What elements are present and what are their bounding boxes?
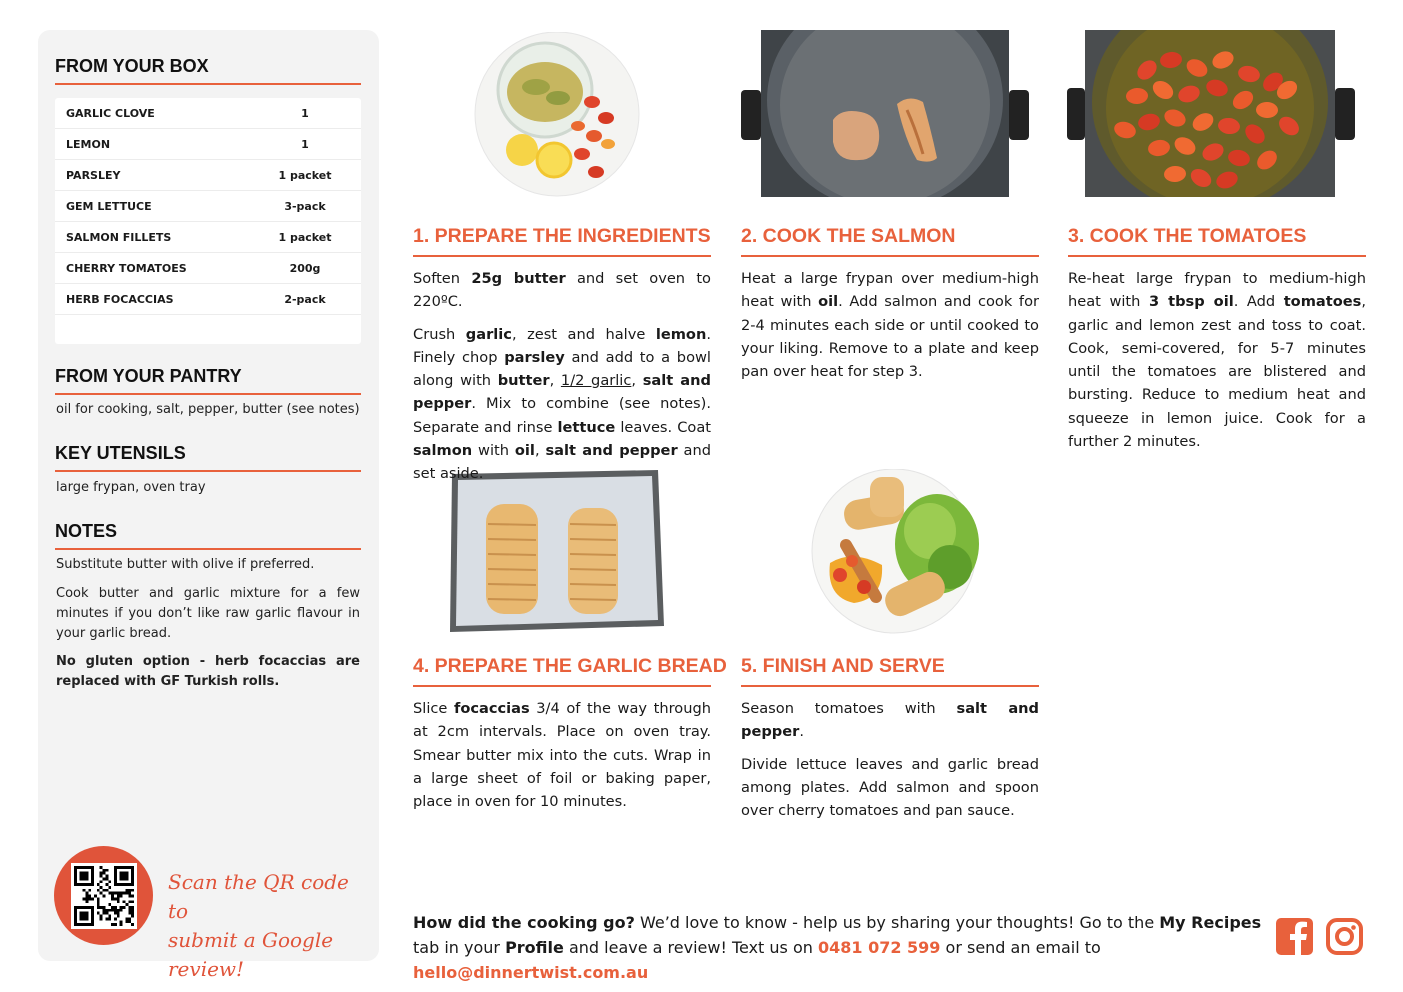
facebook-icon[interactable] <box>1276 918 1313 955</box>
box-item-name: SALMON FILLETS <box>66 230 172 244</box>
footer-text-segment: How did the cooking go? <box>413 913 635 932</box>
step-2-image <box>741 30 1029 197</box>
footer-text-segment: Profile <box>505 938 564 957</box>
qr-code-badge[interactable] <box>54 846 153 945</box>
step-paragraph <box>413 323 711 486</box>
step-text-segment: . Mix to combine (see notes). Separate and rinse <box>413 395 711 436</box>
box-item-name: CHERRY TOMATOES <box>66 261 187 275</box>
step-5-body <box>741 697 1039 831</box>
box-item-row <box>55 191 361 222</box>
box-item-name: HERB FOCACCIAS <box>66 292 174 306</box>
step-text-segment: 3/4 of the way through at 2cm intervals. Place on oven tray. Smear butter mix into the cuts. Wrap in a large sheet of foil or baking paper, place in oven for 10 minutes. <box>413 700 711 811</box>
footer-review-text <box>413 910 1263 985</box>
step-text-segment: . Add salmon and cook for 2-4 minutes each side or until cooked to your liking. Remove to a plate and keep pan over heat for step 3. <box>741 293 1039 381</box>
step-2-title: 2. COOK THE SALMON <box>741 225 1039 257</box>
step-text-segment: lemon <box>655 325 707 343</box>
qr-code[interactable] <box>71 863 137 929</box>
step-text-segment: oil <box>818 293 839 311</box>
box-item-qty: 1 <box>301 137 309 151</box>
step-text-segment: focaccias <box>453 700 530 717</box>
step-text-segment: parsley <box>504 348 565 366</box>
notes-title: NOTES <box>55 521 361 550</box>
box-item-row <box>55 160 361 191</box>
step-text-segment: Re-heat large frypan to medium-high heat with <box>1068 270 1366 311</box>
step-text-segment: with <box>472 442 515 460</box>
box-item-qty: 3-pack <box>284 199 326 213</box>
box-item-qty: 2-pack <box>284 292 326 306</box>
note-1: Substitute butter with olive if preferred. <box>56 557 315 572</box>
box-item-row <box>55 129 361 160</box>
step-5-image <box>802 469 987 634</box>
step-3-body <box>1068 267 1366 462</box>
step-text-segment: Soften <box>413 270 472 287</box>
box-item-name: PARSLEY <box>66 168 121 182</box>
step-text-segment: 25g butter <box>471 270 566 287</box>
step-text-segment: . Finely chop <box>413 325 711 366</box>
step-2-body <box>741 267 1039 392</box>
step-text-segment: oil <box>514 442 535 460</box>
box-item-qty: 1 packet <box>278 168 332 182</box>
footer-text-segment: and leave a review! Text us on <box>563 938 818 957</box>
footer-text-segment[interactable]: hello@dinnertwist.com.au <box>413 963 649 982</box>
step-text-segment: salmon <box>413 442 473 460</box>
footer-text-segment[interactable]: 0481 072 599 <box>817 938 941 957</box>
footer-text-segment: We’d love to know - help us by sharing your thoughts! Go to the <box>634 913 1160 932</box>
footer-text-segment: My Recipes <box>1159 913 1262 932</box>
step-text-segment: salt and pepper <box>741 700 1040 741</box>
footer-text-segment: tab in your <box>413 938 506 957</box>
qr-caption <box>168 868 368 984</box>
box-item-row <box>55 222 361 253</box>
step-text-segment: leaves. Coat <box>615 418 711 436</box>
step-5-title: 5. FINISH AND SERVE <box>741 655 1039 687</box>
step-text-segment: and add to a bowl along with <box>413 348 711 390</box>
step-text-segment: and set oven to 220ºC. <box>413 270 711 311</box>
step-text-segment: lettuce <box>557 418 616 436</box>
step-text-segment: Crush <box>413 325 466 343</box>
step-paragraph <box>413 267 711 314</box>
step-text-segment: and set aside. <box>413 442 711 483</box>
step-paragraph <box>1068 267 1366 453</box>
box-item-qty: 200g <box>289 261 321 275</box>
box-item-name: GEM LETTUCE <box>66 199 152 213</box>
instagram-icon[interactable] <box>1326 918 1363 955</box>
box-ingredients-table <box>55 98 361 344</box>
step-4-title: 4. PREPARE THE GARLIC BREAD <box>413 655 711 687</box>
from-your-box-title: FROM YOUR BOX <box>55 56 361 85</box>
step-1-image <box>470 32 645 197</box>
step-text-segment: , <box>534 442 546 460</box>
utensils-text: large frypan, oven tray <box>56 480 206 495</box>
step-4-body <box>413 697 711 822</box>
qr-code-image <box>74 866 134 926</box>
note-3: No gluten option - herb focaccias are replaced with GF Turkish rolls. <box>56 654 360 689</box>
step-text-segment: , <box>631 372 643 390</box>
step-3-title: 3. COOK THE TOMATOES <box>1068 225 1366 257</box>
step-1-body <box>413 267 711 495</box>
box-item-name: GARLIC CLOVE <box>66 106 155 120</box>
step-paragraph <box>413 697 711 813</box>
sidebar <box>38 30 379 981</box>
box-item-row <box>55 98 361 129</box>
step-text-segment: . <box>799 723 804 741</box>
from-your-pantry-title: FROM YOUR PANTRY <box>55 366 361 395</box>
footer-text-segment: or send an email to <box>940 938 1101 957</box>
box-item-name: LEMON <box>66 137 111 151</box>
qr-caption-line-1: Scan the QR code to <box>168 870 349 923</box>
step-text-segment: salt and pepper <box>413 372 711 413</box>
key-utensils-title: KEY UTENSILS <box>55 443 361 472</box>
step-3-image <box>1067 30 1355 197</box>
box-item-row <box>55 284 361 315</box>
step-text-segment: , <box>549 372 561 390</box>
box-item-qty: 1 packet <box>278 230 332 244</box>
qr-caption-line-2: submit a Google review! <box>168 928 334 981</box>
box-item-qty: 1 <box>301 106 309 120</box>
step-text-segment: garlic <box>465 325 512 343</box>
step-text-segment: Divide lettuce leaves and garlic bread among plates. Add salmon and spoon over cherry tomatoes and pan sauce. <box>741 755 1039 820</box>
step-text-segment: butter <box>497 372 550 390</box>
step-text-segment: Slice <box>413 700 454 717</box>
step-text-segment: . Add <box>1233 293 1284 311</box>
step-paragraph <box>741 697 1039 744</box>
step-text-segment: , garlic and lemon zest and toss to coat. Cook, semi-covered, for 5-7 minutes until the tomatoes are blistered and bursting. Reduce to medium heat and squeeze in lemon juice. Cook for a further 2 minutes. <box>1068 293 1366 451</box>
step-text-segment: tomatoes <box>1283 293 1362 311</box>
pantry-text: oil for cooking, salt, pepper, butter (see notes) <box>56 402 360 417</box>
note-2: Cook butter and garlic mixture for a few minutes if you don’t like raw garlic flavour in your garlic bread. <box>56 586 360 641</box>
step-text-segment: 1/2 garlic <box>560 372 632 390</box>
step-text-segment: , zest and halve <box>511 325 656 343</box>
step-paragraph <box>741 753 1039 823</box>
box-item-row <box>55 253 361 284</box>
step-text-segment: Season tomatoes with <box>741 700 957 717</box>
step-text-segment: Heat a large frypan over medium-high heat with <box>741 270 1039 311</box>
step-paragraph <box>741 267 1039 383</box>
step-1-title: 1. PREPARE THE INGREDIENTS <box>413 225 711 257</box>
step-text-segment: 3 tbsp oil <box>1148 293 1234 311</box>
step-text-segment: salt and pepper <box>545 442 678 460</box>
